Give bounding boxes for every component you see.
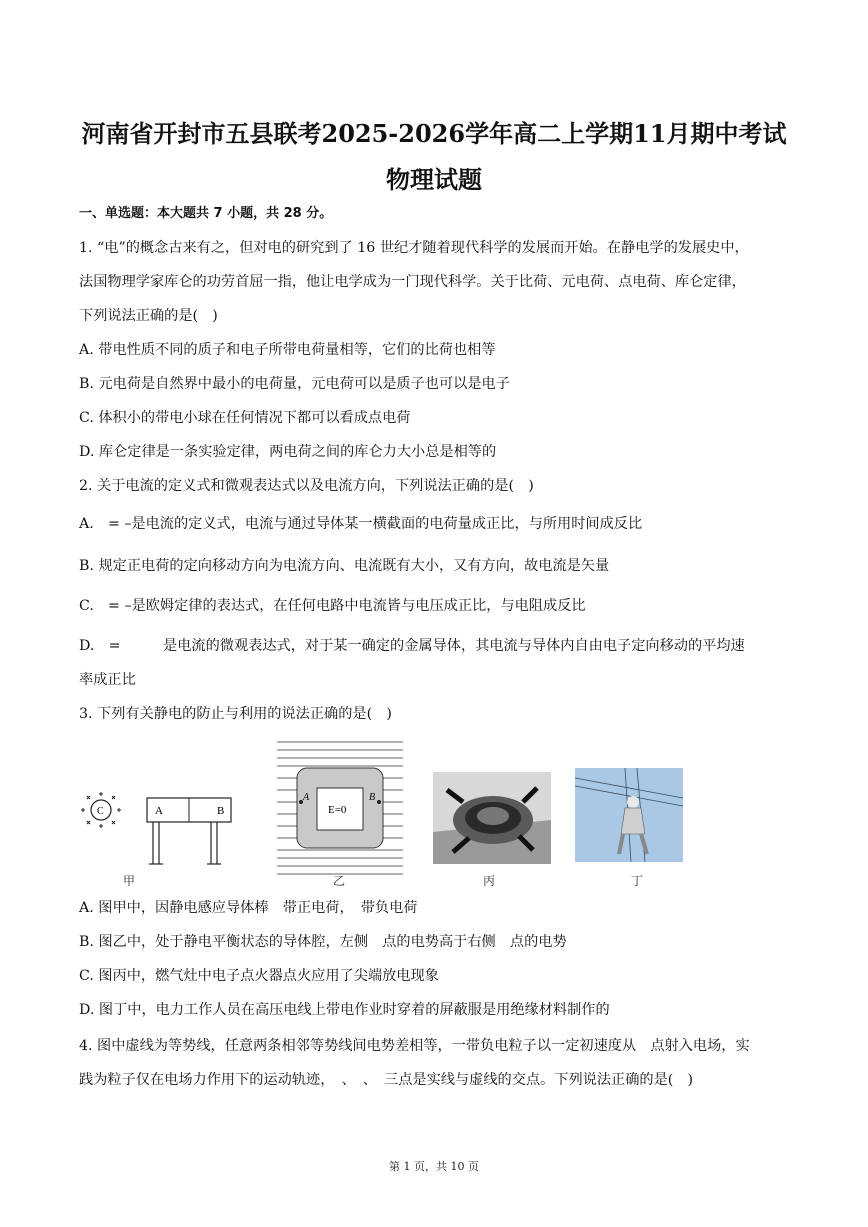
q1-stem-line2: 法国物理学家库仑的功劳首屈一指，他让电学成为一门现代科学。关于比荷、元电荷、点电荷、库仑定律， <box>79 274 746 290</box>
q3-stem: 3. 下列有关静电的防止与利用的说法正确的是( ) <box>79 706 392 722</box>
page-footer: 第 1 页，共 10 页 <box>389 1160 479 1173</box>
q4-stem-line1: 4. 图中虚线为等势线，任意两条相邻等势线间电势差相等，一带负电粒子以一定初速度从 点射入电场，实 <box>79 1038 750 1054</box>
label-point-b: B <box>369 792 376 803</box>
label-point-a: A <box>303 792 310 803</box>
q2-option-b: B. 规定正电荷的定向移动方向为电流方向、电流既有大小，又有方向，故电流是矢量 <box>79 558 610 574</box>
exam-title: 河南省开封市五县联考2025-2026学年高二上学期11月期中考试 <box>81 119 787 148</box>
q2-stem: 2. 关于电流的定义式和微观表达式以及电流方向，下列说法正确的是( ) <box>79 478 534 494</box>
q4-stem-line2: 践为粒子仅在电场力作用下的运动轨迹， 、 、 三点是实线与虚线的交点。下列说法正确的是( ) <box>79 1072 694 1088</box>
q1-option-d: D. 库仑定律是一条实验定律，两电荷之间的库仑力大小总是相等的 <box>79 444 497 460</box>
figure-jia-induction-diagram <box>79 788 239 878</box>
caption-yi: 乙 <box>333 874 346 888</box>
q2-option-d-line1: D. = 是电流的微观表达式，对于某一确定的金属导体，其电流与导体内自由电子定向移动的平均速 <box>79 638 745 654</box>
q2-option-a: A. = –是电流的定义式，电流与通过导体某一横截面的电荷量成正比，与所用时间成反比 <box>79 516 643 532</box>
caption-bing: 丙 <box>483 874 496 888</box>
figure-bing-gas-stove <box>433 772 551 864</box>
q1-option-c: C. 体积小的带电小球在任何情况下都可以看成点电荷 <box>79 410 411 426</box>
q1-stem-line1: 1. “电”的概念古来有之，但对电的研究到了 16 世纪才随着现代科学的发展而开始。在静电学的发展史中， <box>79 240 749 256</box>
q3-figures <box>79 738 699 888</box>
caption-jia: 甲 <box>123 874 136 888</box>
q2-option-d-line2: 率成正比 <box>79 672 136 688</box>
q3-option-a: A. 图甲中，因静电感应导体棒 带正电荷， 带负电荷 <box>79 900 418 916</box>
q3-option-d: D. 图丁中，电力工作人员在高压电线上带电作业时穿着的屏蔽服是用绝缘材料制作的 <box>79 1002 610 1018</box>
label-c: C <box>97 806 104 817</box>
q1-option-b: B. 元电荷是自然界中最小的电荷量，元电荷可以是质子也可以是电子 <box>79 376 510 392</box>
exam-subtitle: 物理试题 <box>386 165 482 194</box>
q3-option-b: B. 图乙中，处于静电平衡状态的导体腔，左侧 点的电势高于右侧 点的电势 <box>79 934 567 950</box>
q3-option-c: C. 图丙中，燃气灶中电子点火器点火应用了尖端放电现象 <box>79 968 439 984</box>
label-e-zero: E=0 <box>328 804 347 816</box>
label-b: B <box>217 805 225 817</box>
q2-option-c: C. = –是欧姆定律的表达式，在任何电路中电流皆与电压成正比，与电阻成反比 <box>79 598 586 614</box>
section-heading: 一、单选题：本大题共 7 小题，共 28 分。 <box>79 206 333 221</box>
figure-yi-conductor-cavity <box>275 738 405 878</box>
label-a: A <box>155 805 163 817</box>
q1-stem-line3: 下列说法正确的是( ) <box>79 308 218 324</box>
figure-ding-power-worker <box>575 768 683 862</box>
caption-ding: 丁 <box>631 874 644 888</box>
q1-option-a: A. 带电性质不同的质子和电子所带电荷量相等，它们的比荷也相等 <box>79 342 496 358</box>
